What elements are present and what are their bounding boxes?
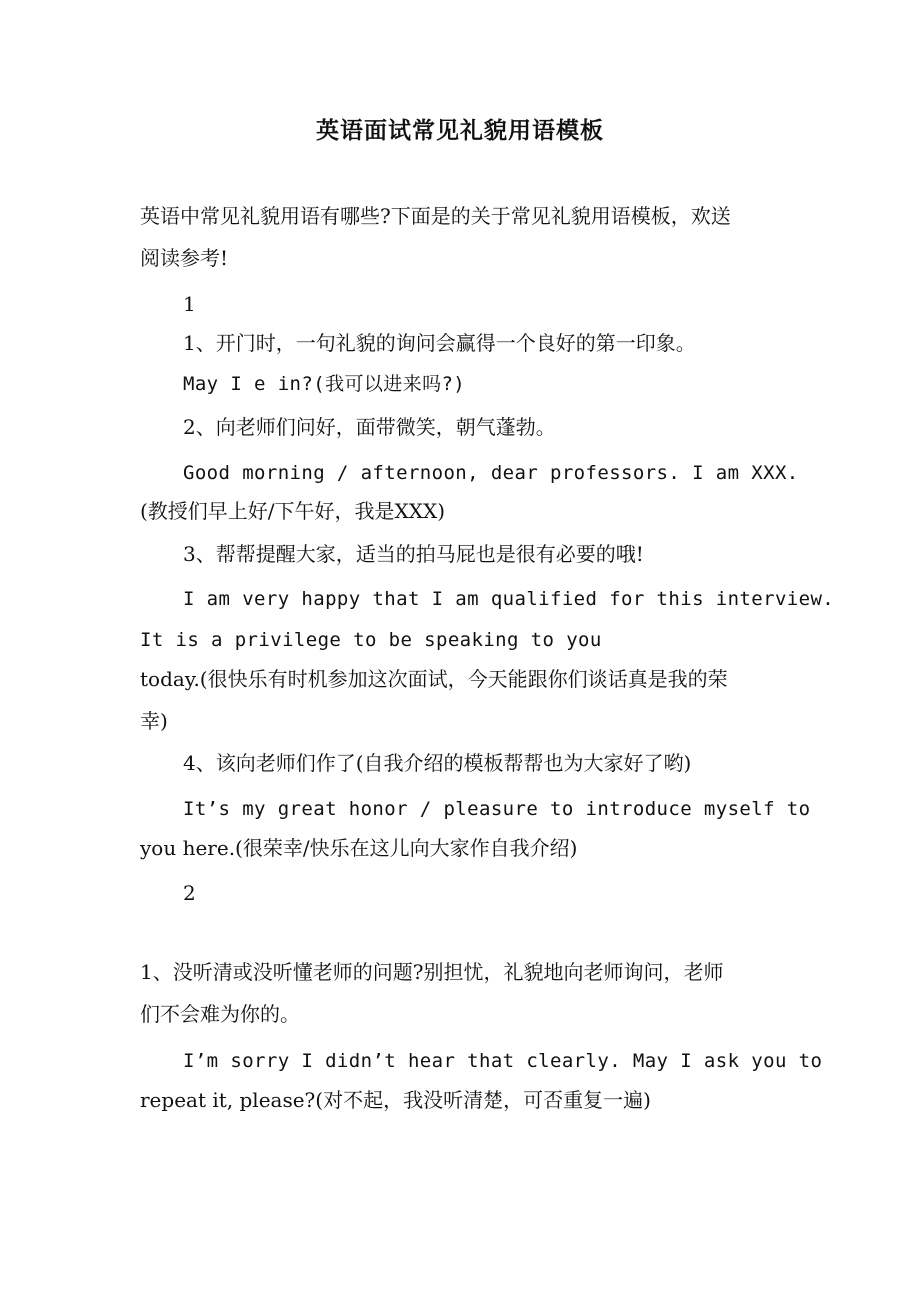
section-number-2: 2 [183,881,196,905]
phrase-4-line-2: you here.(很荣幸/快乐在这儿向大家作自我介绍) [140,836,578,860]
phrase-5-line-1: I’m sorry I didn’t hear that clearly. May I ask you to [183,1050,823,1072]
phrase-1: May I e in?(我可以进来吗?) [183,373,466,395]
tip-4: 4、该向老师们作了(自我介绍的模板帮帮也为大家好了哟) [183,751,692,775]
phrase-3-line-2: It is a privilege to be speaking to you [140,629,602,651]
tip-3: 3、帮帮提醒大家，适当的拍马屁也是很有必要的哦! [183,542,644,566]
tip-2: 2、向老师们问好，面带微笑，朝气蓬勃。 [183,415,556,439]
section-number-1: 1 [183,292,196,316]
tip-5-line-1: 1、没听清或没听懂老师的问题?别担忧，礼貌地向老师询问，老师 [140,960,724,984]
document-title: 英语面试常见礼貌用语模板 [316,117,604,144]
phrase-3-line-4: 幸) [140,709,168,733]
phrase-2-line-2: (教授们早上好/下午好，我是XXX) [140,499,446,523]
phrase-5-line-2: repeat it, please?(对不起，我没听清楚，可否重复一遍) [140,1088,651,1112]
intro-line-2: 阅读参考! [140,246,229,270]
phrase-3-line-1: I am very happy that I am qualified for this interview. [183,588,835,610]
intro-line-1: 英语中常见礼貌用语有哪些?下面是的关于常见礼貌用语模板，欢送 [140,204,731,228]
tip-5-line-2: 们不会难为你的。 [140,1002,300,1026]
phrase-2-line-1: Good morning / afternoon, dear professors. I am XXX. [183,462,799,484]
phrase-4-line-1: It’s my great honor / pleasure to introduce myself to [183,798,811,820]
phrase-3-line-3: today.(很快乐有时机参加这次面试，今天能跟你们谈话真是我的荣 [140,667,728,691]
tip-1: 1、开门时，一句礼貌的询问会赢得一个良好的第一印象。 [183,331,696,355]
